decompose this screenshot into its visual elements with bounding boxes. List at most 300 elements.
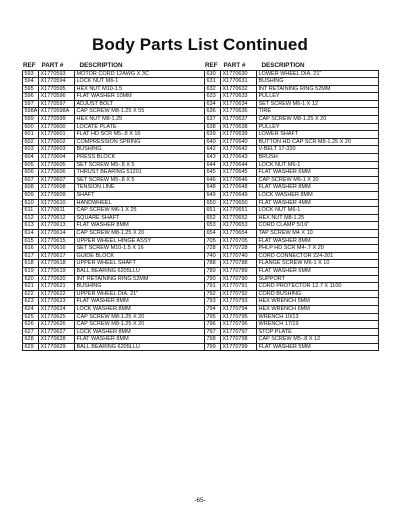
table-row bbox=[205, 78, 379, 86]
ref-cell: 601 bbox=[23, 131, 39, 139]
description-cell: PULLEY bbox=[257, 93, 379, 101]
description-cell: PRESS BLOCK bbox=[75, 154, 205, 162]
table-row bbox=[23, 108, 205, 116]
description-cell: STOP PLATE bbox=[257, 328, 379, 336]
description-cell: CAP SCREW M8-1.25 X 20 bbox=[257, 116, 379, 124]
description-cell: UPPER WHEEL DIA. 21" bbox=[75, 290, 205, 298]
ref-cell: 613 bbox=[23, 222, 39, 230]
description-cell: TIRE bbox=[257, 108, 379, 116]
description-cell: FLAT WASHER 8MM bbox=[257, 237, 379, 245]
part-number-cell: X1770620 bbox=[39, 275, 75, 283]
description-cell: HEX NUT M8-1.25 bbox=[75, 116, 205, 124]
part-number-cell: X1770654 bbox=[221, 229, 257, 237]
description-header: DESCRIPTION bbox=[261, 62, 305, 69]
table-row bbox=[205, 305, 379, 313]
table-row bbox=[205, 222, 379, 230]
part-number-cell: X1770791 bbox=[221, 283, 257, 291]
ref-cell: 629 bbox=[23, 343, 39, 351]
table-row bbox=[23, 290, 205, 298]
table-row bbox=[205, 123, 379, 131]
ref-cell: 594 bbox=[23, 78, 39, 86]
description-cell: HEX WRENCH 6MM bbox=[257, 305, 379, 313]
table-row bbox=[205, 207, 379, 215]
part-number-cell: X1770740 bbox=[221, 252, 257, 260]
part-number-cell: X1770650 bbox=[221, 199, 257, 207]
table-row bbox=[23, 93, 205, 101]
part-number-cell: X1770788 bbox=[221, 260, 257, 268]
part-number-cell: X1770795 bbox=[221, 313, 257, 321]
part-number-cell: X1770615 bbox=[39, 237, 75, 245]
part-number-cell: X1770637 bbox=[221, 116, 257, 124]
ref-cell: 633 bbox=[205, 93, 221, 101]
table-row bbox=[23, 267, 205, 275]
ref-cell: 654 bbox=[205, 229, 221, 237]
part-number-cell: X1770629 bbox=[39, 343, 75, 351]
ref-cell: 642 bbox=[205, 146, 221, 154]
description-cell: LOWER WHEEL DIA. 21" bbox=[257, 70, 379, 78]
part-number-cell: X1770634 bbox=[221, 100, 257, 108]
column-header-left bbox=[22, 60, 205, 69]
part-number-cell: X1770598A bbox=[39, 108, 75, 116]
table-row bbox=[23, 298, 205, 306]
description-cell: GUIDE BLOCK bbox=[75, 252, 205, 260]
part-number-cell: X1770642 bbox=[221, 146, 257, 154]
part-number-cell: X1770632 bbox=[221, 85, 257, 93]
table-row bbox=[205, 199, 379, 207]
description-cell: FLAT WASHER 8MM bbox=[75, 298, 205, 306]
table-row bbox=[205, 290, 379, 298]
description-cell: FLAT WASHER 5MM bbox=[257, 343, 379, 351]
table-row bbox=[23, 138, 205, 146]
description-cell: UPPER WHEEL SHAFT bbox=[75, 260, 205, 268]
ref-cell: 646 bbox=[205, 176, 221, 184]
ref-cell: 620 bbox=[23, 275, 39, 283]
ref-cell: 740 bbox=[205, 252, 221, 260]
ref-cell: 794 bbox=[205, 305, 221, 313]
ref-cell: 604 bbox=[23, 154, 39, 162]
part-number-cell: X1770799 bbox=[221, 343, 257, 351]
part-number-cell: X1770644 bbox=[221, 161, 257, 169]
part-number-cell: X1770789 bbox=[221, 267, 257, 275]
description-cell: CORD BUSHING bbox=[257, 290, 379, 298]
description-cell: LOWER SHAFT bbox=[257, 131, 379, 139]
part-number-cell: X1770593 bbox=[39, 70, 75, 78]
table-row bbox=[205, 70, 379, 78]
ref-cell: 636 bbox=[205, 108, 221, 116]
description-cell: WRENCH 10/13 bbox=[257, 313, 379, 321]
description-cell: FLAT HD SCR M5-.8 X 16 bbox=[75, 131, 205, 139]
table-row bbox=[23, 78, 205, 86]
ref-cell: 640 bbox=[205, 138, 221, 146]
part-number-cell: X1770639 bbox=[221, 131, 257, 139]
part-number-cell: X1770651 bbox=[221, 207, 257, 215]
description-cell: FLANGE SCREW M6-1 X 10 bbox=[257, 260, 379, 268]
part-number-cell: X1770643 bbox=[221, 154, 257, 162]
part-number-cell: X1770607 bbox=[39, 176, 75, 184]
description-cell: LOCK NUT M6-1 bbox=[257, 207, 379, 215]
part-number-cell: X1770617 bbox=[39, 252, 75, 260]
part-number-cell: X1770610 bbox=[39, 199, 75, 207]
description-cell: FLAT WASHER 8MM bbox=[257, 184, 379, 192]
ref-cell: 637 bbox=[205, 116, 221, 124]
ref-cell: 619 bbox=[23, 267, 39, 275]
description-cell: HEX NUT M10-1.5 bbox=[75, 85, 205, 93]
ref-cell: 623 bbox=[23, 298, 39, 306]
ref-cell: 625 bbox=[23, 313, 39, 321]
description-cell: BRUSH bbox=[257, 154, 379, 162]
ref-cell: 630 bbox=[205, 70, 221, 78]
description-cell: INT RETAINING RING 52MM bbox=[75, 275, 205, 283]
description-cell: BALL BEARING 6205LLU bbox=[75, 267, 205, 275]
description-cell: TENSION LINE bbox=[75, 184, 205, 192]
part-number-cell: X1770608 bbox=[39, 184, 75, 192]
description-cell: BALL BEARING 6205LLU bbox=[75, 343, 205, 351]
table-row bbox=[23, 146, 205, 154]
table-row bbox=[23, 100, 205, 108]
table-row bbox=[205, 100, 379, 108]
description-cell: BUSHING bbox=[75, 146, 205, 154]
part-number-cell: X1770636 bbox=[221, 108, 257, 116]
table-row bbox=[205, 161, 379, 169]
table-row bbox=[23, 222, 205, 230]
description-cell: FLAT WASHER 6MM bbox=[257, 267, 379, 275]
ref-cell: 648 bbox=[205, 184, 221, 192]
table-row bbox=[205, 192, 379, 200]
table-row bbox=[205, 131, 379, 139]
part-number-cell: X1770602 bbox=[39, 138, 75, 146]
part-number-header: PART # bbox=[223, 62, 246, 69]
part-number-cell: X1770604 bbox=[39, 154, 75, 162]
ref-cell: 598A bbox=[24, 108, 38, 115]
part-number-cell: X1770631 bbox=[221, 78, 257, 86]
part-number-cell: X1770599 bbox=[39, 116, 75, 124]
table-row bbox=[23, 214, 205, 222]
ref-cell: 628 bbox=[23, 336, 39, 344]
part-number-cell: X1770792 bbox=[221, 290, 257, 298]
part-number-cell: X1770638 bbox=[221, 123, 257, 131]
ref-cell: 644 bbox=[205, 161, 221, 169]
ref-cell: 626 bbox=[23, 321, 39, 329]
description-cell: CORD PROTECTOR 12.7 X 1100 bbox=[257, 283, 379, 291]
ref-cell: 616 bbox=[23, 245, 39, 253]
description-cell: LOCK NUT M6-1 bbox=[75, 78, 205, 86]
table-row bbox=[23, 283, 205, 291]
table-row bbox=[23, 252, 205, 260]
description-cell: SUPPORT bbox=[257, 275, 379, 283]
part-number-cell: X1770653 bbox=[221, 222, 257, 230]
ref-cell: 798 bbox=[205, 336, 221, 344]
ref-cell: 638 bbox=[205, 123, 221, 131]
ref-cell: 609 bbox=[23, 192, 39, 200]
part-number-cell: X1770621 bbox=[39, 283, 75, 291]
ref-cell: 789 bbox=[205, 267, 221, 275]
part-number-cell: X1770601 bbox=[39, 131, 75, 139]
table-row bbox=[23, 328, 205, 336]
part-number-header: PART # bbox=[41, 62, 64, 69]
part-number-cell: X1770614 bbox=[39, 229, 75, 237]
table-row bbox=[205, 336, 379, 344]
ref-cell: 607 bbox=[23, 176, 39, 184]
part-number-cell: X1770616 bbox=[39, 245, 75, 253]
ref-cell: 651 bbox=[205, 207, 221, 215]
table-row bbox=[23, 85, 205, 93]
part-number-cell: X1770705 bbox=[221, 237, 257, 245]
ref-cell: 624 bbox=[23, 305, 39, 313]
table-row bbox=[205, 176, 379, 184]
table-row bbox=[205, 245, 379, 253]
ref-cell: 621 bbox=[23, 283, 39, 291]
page-number: -65- bbox=[194, 497, 206, 504]
ref-cell: 622 bbox=[23, 290, 39, 298]
description-cell: HEX NUT M8-1.25 bbox=[257, 214, 379, 222]
part-number-cell: X1770609 bbox=[39, 192, 75, 200]
part-number-cell: X1770794 bbox=[221, 305, 257, 313]
ref-cell: 790 bbox=[205, 275, 221, 283]
ref-cell: 799 bbox=[205, 343, 221, 351]
description-cell: BUSHING bbox=[75, 283, 205, 291]
description-cell: SQUARE SHAFT bbox=[75, 214, 205, 222]
table-row bbox=[23, 131, 205, 139]
part-number-cell: X1770645 bbox=[221, 169, 257, 177]
ref-cell: 795 bbox=[205, 313, 221, 321]
ref-cell: 606 bbox=[23, 169, 39, 177]
part-number-cell: X1770611 bbox=[39, 207, 75, 215]
description-cell: FLAT WASHER 8MM bbox=[75, 336, 205, 344]
table-row bbox=[23, 169, 205, 177]
part-number-cell: X1770798 bbox=[221, 336, 257, 344]
description-cell: SET SCREW M5-.8 X 5 bbox=[75, 176, 205, 184]
table-row bbox=[205, 283, 379, 291]
description-cell: UPPER WHEEL HINGE ASSY bbox=[75, 237, 205, 245]
table-row bbox=[23, 313, 205, 321]
description-cell: CAP SCREW M8-1.25 X 55 bbox=[75, 108, 205, 116]
ref-header: REF bbox=[205, 62, 218, 69]
table-row bbox=[23, 305, 205, 313]
ref-cell: 605 bbox=[23, 161, 39, 169]
description-cell: CORD CONNECTOR 224-201 bbox=[257, 252, 379, 260]
part-number-cell: X1770619 bbox=[39, 267, 75, 275]
description-cell: LOCK WASHER 8MM bbox=[75, 305, 205, 313]
description-cell: WRENCH 17/19 bbox=[257, 321, 379, 329]
description-cell: FLAT WASHER 10MM bbox=[75, 93, 205, 101]
description-cell: CAP SCREW M5-.8 X 12 bbox=[257, 336, 379, 344]
description-cell: LOCK NUT M6-1 bbox=[257, 161, 379, 169]
ref-cell: 791 bbox=[205, 283, 221, 291]
part-number-cell: X1770630 bbox=[221, 70, 257, 78]
description-cell: CAP SCREW M6-1 X 25 bbox=[75, 207, 205, 215]
part-number-cell: X1770600 bbox=[39, 123, 75, 131]
table-row bbox=[23, 260, 205, 268]
part-number-cell: X1770618 bbox=[39, 260, 75, 268]
table-row bbox=[23, 154, 205, 162]
ref-cell: 631 bbox=[205, 78, 221, 86]
table-row bbox=[205, 214, 379, 222]
part-number-cell: X1770612 bbox=[39, 214, 75, 222]
table-row bbox=[205, 169, 379, 177]
table-row bbox=[205, 343, 379, 351]
ref-cell: 610 bbox=[23, 199, 39, 207]
table-row bbox=[205, 85, 379, 93]
description-cell: SET SCREW M10-1.5 X 16 bbox=[75, 245, 205, 253]
description-cell: HANDWHEEL bbox=[75, 199, 205, 207]
description-cell: TAP SCREW M4 X 10 bbox=[257, 229, 379, 237]
description-cell: PULLEY bbox=[257, 123, 379, 131]
table-row bbox=[23, 207, 205, 215]
description-cell: LOCK WASHER 8MM bbox=[257, 192, 379, 200]
description-cell: FLAT WASHER 4MM bbox=[257, 199, 379, 207]
ref-cell: 652 bbox=[205, 214, 221, 222]
table-row bbox=[23, 336, 205, 344]
parts-table-right bbox=[204, 70, 379, 352]
page-title: Body Parts List Continued bbox=[92, 35, 308, 54]
part-number-cell: X1770622 bbox=[39, 290, 75, 298]
table-row bbox=[205, 116, 379, 124]
description-cell: COMPRESSION SPRING bbox=[75, 138, 205, 146]
ref-cell: 615 bbox=[23, 237, 39, 245]
parts-column-right bbox=[204, 60, 379, 351]
part-number-cell: X1770797 bbox=[221, 328, 257, 336]
part-number-cell: X1770728 bbox=[221, 245, 257, 253]
description-cell: FLAT WASHER 6MM bbox=[257, 169, 379, 177]
description-cell: FLAT WASHER 8MM bbox=[75, 222, 205, 230]
table-row bbox=[205, 108, 379, 116]
part-number-cell: X1770633 bbox=[221, 93, 257, 101]
ref-cell: 705 bbox=[205, 237, 221, 245]
table-row bbox=[23, 176, 205, 184]
table-row bbox=[23, 229, 205, 237]
ref-cell: 639 bbox=[205, 131, 221, 139]
table-row bbox=[23, 70, 205, 78]
part-number-cell: X1770596 bbox=[39, 93, 75, 101]
description-header: DESCRIPTION bbox=[79, 62, 123, 69]
table-row bbox=[23, 161, 205, 169]
ref-cell: 793 bbox=[205, 298, 221, 306]
table-row bbox=[205, 184, 379, 192]
description-cell: SHAFT bbox=[75, 192, 205, 200]
ref-cell: 649 bbox=[205, 192, 221, 200]
ref-cell: 728 bbox=[205, 245, 221, 253]
ref-cell: 627 bbox=[23, 328, 39, 336]
part-number-cell: X1770595 bbox=[39, 85, 75, 93]
part-number-cell: X1770613 bbox=[39, 222, 75, 230]
ref-cell: 611 bbox=[23, 207, 39, 215]
part-number-cell: X1770790 bbox=[221, 275, 257, 283]
description-cell: LOCK WASHER 8MM bbox=[75, 328, 205, 336]
part-number-cell: X1770649 bbox=[221, 192, 257, 200]
table-row bbox=[205, 267, 379, 275]
table-row bbox=[23, 275, 205, 283]
ref-cell: 788 bbox=[205, 260, 221, 268]
table-row bbox=[23, 184, 205, 192]
part-number-cell: X1770624 bbox=[39, 305, 75, 313]
part-number-cell: X1770626 bbox=[39, 321, 75, 329]
table-row bbox=[205, 154, 379, 162]
description-cell: BUSHING bbox=[257, 78, 379, 86]
table-row bbox=[23, 199, 205, 207]
ref-cell: 593 bbox=[23, 70, 39, 78]
ref-cell: 643 bbox=[205, 154, 221, 162]
description-cell: CAP SCREW M6-1 X 20 bbox=[257, 176, 379, 184]
part-number-cell: X1770605 bbox=[39, 161, 75, 169]
description-cell: CAP SCREW M8-1.25 X 20 bbox=[75, 313, 205, 321]
ref-cell: 797 bbox=[205, 328, 221, 336]
ref-cell: 634 bbox=[205, 100, 221, 108]
table-row bbox=[205, 328, 379, 336]
table-row bbox=[205, 237, 379, 245]
table-row bbox=[205, 93, 379, 101]
description-cell: MOTOR CORD 12AWG X 3C bbox=[75, 70, 205, 78]
ref-cell: 650 bbox=[205, 199, 221, 207]
table-row bbox=[23, 343, 205, 351]
description-cell: ADJUST BOLT bbox=[75, 100, 205, 108]
parts-table-left bbox=[22, 70, 205, 352]
table-row bbox=[205, 146, 379, 154]
ref-cell: 645 bbox=[205, 169, 221, 177]
description-cell: SET SCREW M6-1 X 12 bbox=[257, 100, 379, 108]
table-row bbox=[23, 245, 205, 253]
part-number-cell: X1770628 bbox=[39, 336, 75, 344]
description-cell: BUTTON HD CAP SCR M8-1.25 X 20 bbox=[257, 138, 379, 146]
ref-cell: 632 bbox=[205, 85, 221, 93]
part-number-cell: X1770594 bbox=[39, 78, 75, 86]
ref-header: REF bbox=[23, 62, 36, 69]
ref-cell: 614 bbox=[23, 229, 39, 237]
part-number-cell: X1770793 bbox=[221, 298, 257, 306]
part-number-cell: X1770796 bbox=[221, 321, 257, 329]
ref-cell: 597 bbox=[23, 100, 39, 108]
ref-cell: 653 bbox=[205, 222, 221, 230]
part-number-cell: X1770627 bbox=[39, 328, 75, 336]
table-row bbox=[205, 321, 379, 329]
part-number-cell: X1770625 bbox=[39, 313, 75, 321]
ref-cell: 796 bbox=[205, 321, 221, 329]
ref-cell: 792 bbox=[205, 290, 221, 298]
table-row bbox=[23, 237, 205, 245]
part-number-cell: X1770640 bbox=[221, 138, 257, 146]
description-cell: CAP SCREW M8-1.25 X 20 bbox=[75, 321, 205, 329]
column-header-right bbox=[204, 60, 379, 69]
ref-cell: 602 bbox=[23, 138, 39, 146]
table-row bbox=[205, 229, 379, 237]
ref-cell: 617 bbox=[23, 252, 39, 260]
table-row bbox=[205, 298, 379, 306]
ref-cell: 595 bbox=[23, 85, 39, 93]
table-row bbox=[205, 275, 379, 283]
table-row bbox=[23, 192, 205, 200]
description-cell: CAP SCREW M8-1.25 X 20 bbox=[75, 229, 205, 237]
part-number-cell: X1770623 bbox=[39, 298, 75, 306]
part-number-cell: X1770603 bbox=[39, 146, 75, 154]
table-row bbox=[205, 313, 379, 321]
description-cell: HEX WRENCH 5MM bbox=[257, 298, 379, 306]
parts-column-left bbox=[22, 60, 205, 351]
part-number-cell: X1770652 bbox=[221, 214, 257, 222]
table-row bbox=[205, 252, 379, 260]
ref-cell: 618 bbox=[23, 260, 39, 268]
part-number-cell: X1770646 bbox=[221, 176, 257, 184]
ref-cell: 612 bbox=[23, 214, 39, 222]
table-row bbox=[23, 116, 205, 124]
ref-cell: 599 bbox=[23, 116, 39, 124]
description-cell: SET SCREW M5-.8 X 5 bbox=[75, 161, 205, 169]
table-row bbox=[205, 260, 379, 268]
ref-cell: 608 bbox=[23, 184, 39, 192]
description-cell: CORD CLAMP 5/16" bbox=[257, 222, 379, 230]
description-cell: INT RETAINING RING 52MM bbox=[257, 85, 379, 93]
description-cell: THRUST BEARING 51201 bbox=[75, 169, 205, 177]
part-number-cell: X1770597 bbox=[39, 100, 75, 108]
table-row bbox=[205, 138, 379, 146]
